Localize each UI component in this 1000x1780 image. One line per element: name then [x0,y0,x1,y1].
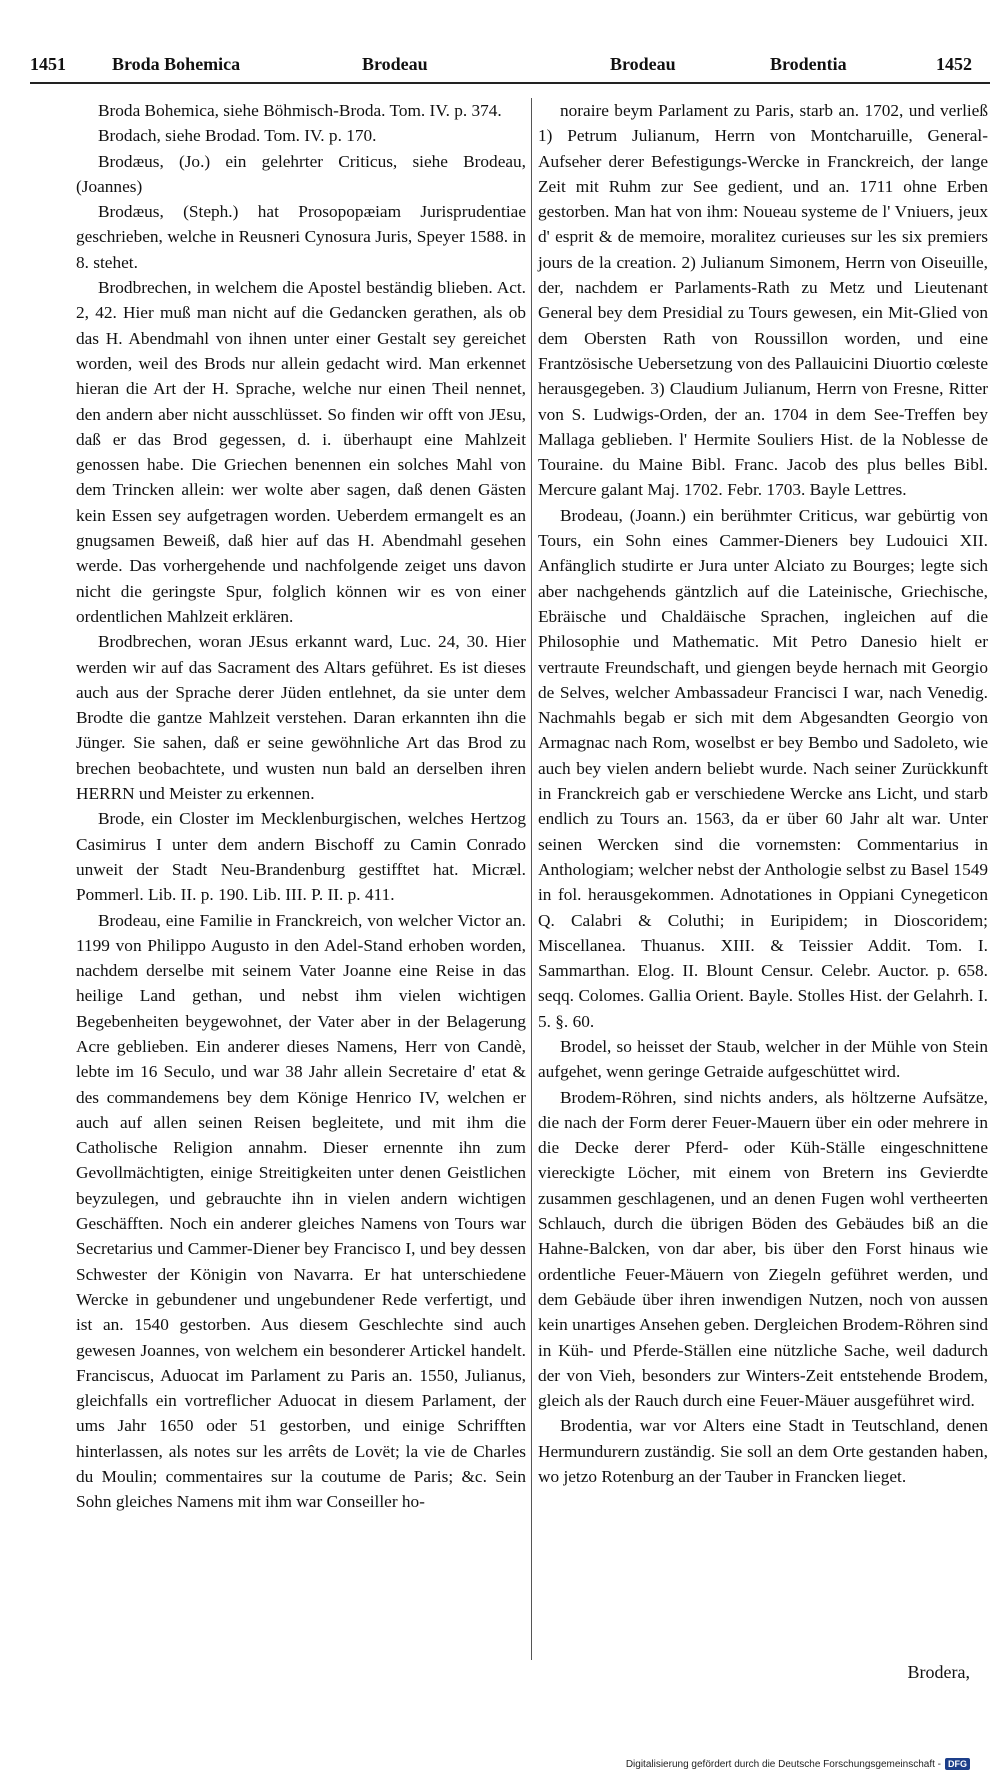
dfg-logo: DFG [945,1758,970,1770]
column-divider [531,98,532,1660]
right-column [538,98,988,1489]
entry: Brodæus, (Steph.) hat Prosopopæiam Jurisprudentiae geschrieben, welche in Reusneri Cynosura Juris, Speyer 1588. in 8. stehet. [76,202,526,272]
running-header [30,54,990,84]
entry: Brodeau, eine Familie in Franckreich, von welcher Victor an. 1199 von Philippo Augusto in den Adel-Stand erhoben worden, nachdem derselbe mit seinem Vater Joanne eine Reise in das heilige Land gethan, und nebst ihm vielen wichtigen Begebenheiten beygewohnet, der Vater aber in der Belagerung Acre geblieben. Ein anderer dieses Namens, Herr von Candè, lebte im 16 Seculo, und war 38 Jahr allein Secretaire d' etat & des commandemens bey dem Könige Henrico IV, welchen er auch auf allen seinen Reisen begleitete, und mit ihm die Catholische Religion annahm. Dieser ernennte ihn zum Gevollmächtigten, einige Streitigkeiten unter denen Geistlichen beyzulegen, und gebrauchte ihn in vielen andern wichtigen Geschäfften. Noch ein anderer gleiches Namens von Tours war Secretarius und Cammer-Diener bey Francisco I, und bey dessen Schwester der Königin von Navarra. Er hat unterschiedene Wercke in gebundener und ungebundener Rede verfertigt, und ist an. 1540 gestorben. Aus diesem Geschlechte sind auch gewesen Joannes, von welchem ein besonderer Artickel handelt. Franciscus, Aduocat im Parlament zu Paris an. 1550, Julianus, gleichfalls ein vortreflicher Aduocat in diesem Parlament, der ums Jahr 1650 oder 51 gestorben, und einige Schrifften hinterlassen, als notes sur les arrêts de Lovët; la vie de Charles du Moulin; commentaires sur la coutume de Paris; &c. Sein Sohn gleiches Namens mit ihm war Conseiller ho- [76,910,526,1512]
entry: Brodbrechen, woran JEsus erkannt ward, Luc. 24, 30. Hier werden wir auf das Sacrament des Altars geführet. Es ist dieses auch aus der Sprache derer Jüden entlehnet, da sie unter dem Brodte die gantze Mahlzeit verstehen. Daran erkannten ihn die Jünger. Sie sahen, daß er seine gewöhnliche Art das Brod zu brechen beobachtete, und wusten nun bald an derselben ihren HERRN und Meister zu erkennen. [76,632,526,804]
header-center-right-keyword: Brodeau [610,54,676,74]
digitization-footer [626,1758,970,1770]
header-right-keyword: Brodentia [770,54,847,74]
entry: Brodeau, (Joann.) ein berühmter Criticus, war gebürtig von Tours, ein Sohn eines Cammer-Dieners bey Ludouici XII. Anfänglich studirte er Jura unter Alciato zu Bourges; legte sich aber nachgehends gäntzlich auf die Lateinische, Griechische, Ebräische und Chaldäische Sprachen, ingleichen auf die Philosophie und Mathematic. Mit Petro Danesio hielt er vertraute Freundschaft, und giengen beyde hernach mit Georgio de Selves, welcher Ambassadeur Francisci I war, nach Venedig. Nachmahls begab er sich mit dem Abgesandten Georgio von Armagnac nach Rom, woselbst er bey Bembo und Sadoleto, wie auch bey vielen andern beliebt wurde. Nach seiner Zurückkunft in Franckreich gab er verschiedene Wercke ans Licht, und starb endlich zu Tours an. 1563, da er über 60 Jahr alt war. Unter seinen Wercken sind die vornemsten: Commentarius in Anthologiam; welcher nebst der Anthologie selbst zu Basel 1549 in fol. herausgekommen. Adnotationes in Oppiani Cynegeticon Q. Calabri & Coluthi; in Euripidem; in Dioscoridem; Miscellanea. Thuanus. XIII. & Teissier Addit. Tom. I. Sammarthan. Elog. II. Blount Censur. Celebr. Auctor. p. 658. seqq. Colomes. Gallia Orient. Bayle. Stolles Hist. der Gelahrh. I. 5. §. 60. [538,505,988,1031]
footer-text: Digitalisierung gefördert durch die Deutsche Forschungsgemeinschaft - [625,1758,941,1770]
header-rule [30,82,990,84]
entry: Brodel, so heisset der Staub, welcher in der Mühle von Stein aufgehet, wenn geringe Getraide aufgeschüttet wird. [538,1036,988,1082]
page-number-left: 1451 [30,54,66,74]
page-number-right: 1452 [936,54,972,74]
entry: Brodentia, war vor Alters eine Stadt in Teutschland, denen Hermundurern zuständig. Sie soll an dem Orte gestanden haben, wo jetzo Rotenburg an der Tauber in Francken lieget. [538,1416,988,1487]
entry: Brode, ein Closter im Mecklenburgischen, welches Hertzog Casimirus I unter dem andern Bischoff zu Camin Conrado unweit der Stadt Neu-Brandenburg gestifftet hat. Micræl. Pommerl. Lib. II. p. 190. Lib. III. P. II. p. 411. [76,809,526,905]
header-left-keyword: Broda Bohemica [112,54,241,74]
entry: Broda Bohemica, siehe Böhmisch-Broda. Tom. IV. p. 374. [98,101,502,120]
entry: noraire beym Parlament zu Paris, starb an. 1702, und verließ 1) Petrum Julianum, Herrn von Montcharuille, General-Aufseher derer Befestigungs-Wercke in Franckreich, der lange Zeit mit Ruhm zur See gedient, und an. 1711 ohne Erben gestorben. Man hat von ihm: Noueau systeme de l' Vniuers, jeux d' esprit & de memoire, moralitez curieuses sur les six premiers jours de la creation. 2) Julianum Simonem, Herrn von Oiseuille, der, nachdem er Parlaments-Rath zu Metz und Lieutenant General bey dem Presidial zu Tours gewesen, ein Mit-Glied von dem Obersten Rath von Roussillon worden, und eine Frantzösische Uebersetzung von des Pallauicini Diuortio cœleste herausgegeben. 3) Claudium Julianum, Herrn von Fresne, Ritter von S. Ludwigs-Orden, der an. 1704 in dem See-Treffen bey Mallaga geblieben. l' Hermite Souliers Hist. de la Noblesse de Touraine. du Maine Bibl. Franc. Jacob des plus belles Bibl. Mercure galant Maj. 1702. Febr. 1703. Bayle Lettres. [538,101,988,500]
entry: Brodem-Röhren, sind nichts anders, als höltzerne Aufsätze, die nach der Form derer Feuer-Mauern über ein oder mehrere in die Decke derer Pferd- oder Küh-Ställe eingeschnittene viereckigte Löcher, mit einem von Bretern ins Gevierdte zusammen geschlagenen, und an denen Fugen wohl vertheerten Schlauch, durch die übrigen Böden des Gebäudes biß an die Hahne-Balcken, von dar aber, bis über den Forst hinaus wie ordentliche Feuer-Mäuern von Ziegeln geführet werden, und dem Gebäude über ihren inwendigen Nutzen, noch von aussen kein unartiges Ansehen geben. Dergleichen Brodem-Röhren sind in Küh- und Pferde-Ställen eine nützliche Sache, weil dadurch der von Vieh, besonders zur Winters-Zeit entstehende Brodem, gleich als der Rauch durch eine Feuer-Mäuer ausgeführet wird. [538,1087,988,1411]
catchword: Brodera, [907,1662,970,1682]
entry: Brodbrechen, in welchem die Apostel beständig blieben. Act. 2, 42. Hier muß man nicht auf die Gedancken gerathen, als ob das H. Abendmahl von ihnen unter einer Gestalt sey gereichet worden, weil des Brods nur allein gedacht wird. Man erkennet hieran die Art der H. Sprache, welche nur einen Theil nennet, den andern aber nicht ausschlüsset. So finden wir offt von JEsu, daß er das Brod gegessen, d. i. überhaupt eine Mahlzeit genossen habe. Die Griechen benennen ein solches Mahl von dem Trincken allein: wer wolte aber sagen, daß denen Gästen kein Essen sey aufgetragen worden. Ueberdem ermangelt es an gnugsamen Beweiß, daß hier auf das H. Abendmahl gesehen werde. Das vorhergehende und nachfolgende zeiget uns davon nicht die geringste Spur, folglich können wir es von einer ordentlichen Mahlzeit erklären. [76,278,526,626]
entry: Brodæus, (Jo.) ein gelehrter Criticus, siehe Brodeau, (Joannes) [76,151,526,196]
entry: Brodach, siehe Brodad. Tom. IV. p. 170. [98,126,377,146]
header-center-left-keyword: Brodeau [362,54,428,74]
left-column [76,98,526,1515]
